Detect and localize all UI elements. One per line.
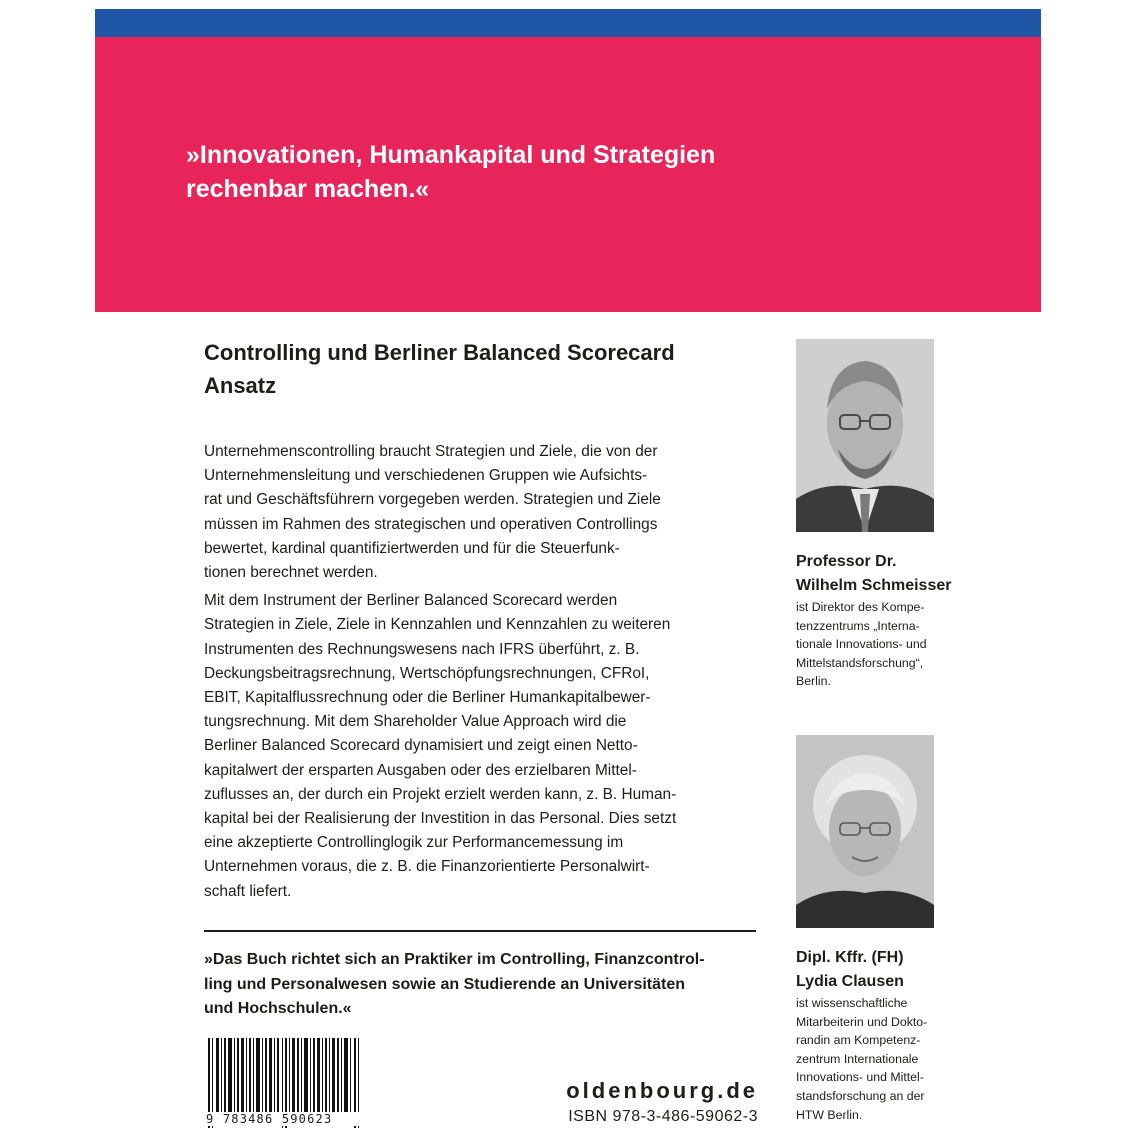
publisher-url[interactable]: oldenbourg.de xyxy=(566,1078,758,1103)
description-paragraph-1: Unternehmenscontrolling braucht Strategien und Ziele, die von der Unternehmensleitung und verschiedenen Gruppen wie Aufsichts- rat und Geschäftsführern vorgegeben werden. Strategien und Ziele müssen im Rahmen des strategischen und operativen Controllings bewertet, kardinal quantifiziertwerden und für die Steuerfunk- tionen berechnet werden. xyxy=(204,443,661,582)
description xyxy=(204,440,756,908)
description-paragraph-2: Mit dem Instrument der Berliner Balanced Scorecard werden Strategien in Ziele, Ziele in Kennzahlen und Kennzahlen zu weiteren Instrumenten des Rechnungswesens nach IFRS überführt, z. B. Deckungsbeitragsrechnung, Wertschöpfungsrechnungen, CFRoI, EBIT, Kapitalflussrechnung oder die Berliner Humankapitalbewer- tungsrechnung. Mit dem Shareholder Value Approach wird die Berliner Balanced Scorecard dynamisiert und zeigt einen Netto- kapitalwert der ersparten Ausgaben oder des erzielbaren Mittel- zuflusses an, der durch ein Projekt erzielt werden kann, z. B. Human- kapital bei der Realisierung der Investition in das Personal. Dies setzt eine akzeptierte Controllinglogik zur Performancemessung im Unternehmen voraus, die z. B. die Finanzorientierte Personalwirt- schaft liefert. xyxy=(204,592,677,900)
top-blue-band xyxy=(95,9,1041,37)
audience-statement: »Das Buch richtet sich an Praktiker im Controlling, Finanzcontrol- ling und Personalwesen sowie an Studierende an Universitäten und Hochschulen.« xyxy=(204,951,705,1017)
author-bio: ist wissenschaftliche Mitarbeiterin und Dokto- randin am Kompetenz- zentrum Internationale Innovations- und Mittel- standsforschung an der HTW Berlin. xyxy=(796,996,928,1122)
author-portrait-photo xyxy=(796,735,934,928)
book-title: Controlling und Berliner Balanced Scorecard Ansatz xyxy=(204,340,675,398)
tagline: »Innovationen, Humankapital und Strategien rechenbar machen.« xyxy=(186,141,716,203)
author-name: Dipl. Kffr. (FH) Lydia Clausen xyxy=(796,949,904,990)
author-portrait-photo xyxy=(796,339,934,532)
divider xyxy=(204,930,756,932)
barcode-number: 9 783486 590623 xyxy=(206,1112,366,1126)
author-bio: ist Direktor des Kompe- tenzzentrums „Interna- tionale Innovations- und Mittelstandsforschung“, Berlin. xyxy=(796,600,927,689)
isbn: ISBN 978-3-486-59062-3 xyxy=(568,1108,758,1125)
author-name: Professor Dr. Wilhelm Schmeisser xyxy=(796,553,952,594)
